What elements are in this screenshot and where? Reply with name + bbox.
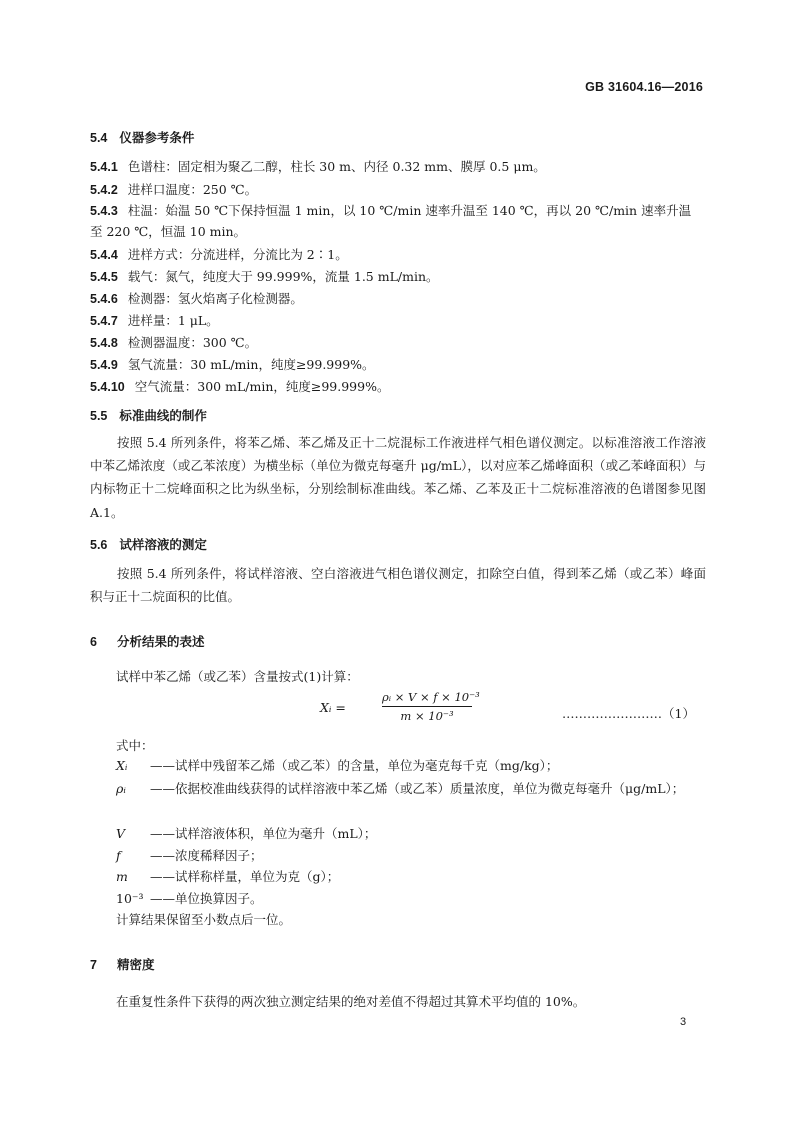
formula-numerator: ρᵢ × V × f × 10⁻³ [382,690,480,704]
rounding-note: 计算结果保留至小数点后一位。 [116,912,292,927]
section-5-5-paragraph: 按照 5.4 所列条件，将苯乙烯、苯乙烯及正十二烷混标工作液进样气相色谱仪测定。以标准溶液工作溶液中苯乙烯浓度（或乙苯浓度）为横坐标（单位为微克每毫升 μg/mL），以对应苯乙烯峰面积（或乙苯峰面积）与内标物正十二烷峰面积之比为纵坐标，分别绘制标准曲线。苯乙烯、乙苯及正十二烷标准溶液的色谱图参见图 A.1。 [90,435,706,520]
section-5-5-heading: 5.5 标准曲线的制作 [90,409,207,423]
item-5-4-3-cont: 至 220 ℃，恒温 10 min。 [90,224,247,239]
item-5-4-2: 5.4.2 进样口温度：250 ℃。 [90,182,258,197]
item-5-4-9: 5.4.9 氢气流量：30 mL/min，纯度≥99.999%。 [90,357,375,372]
item-5-4-6: 5.4.6 检测器：氢火焰离子化检测器。 [90,291,303,306]
formula-intro: 试样中苯乙烯（或乙苯）含量按式(1)计算： [116,669,359,684]
equation-number: ……………………（1） [562,706,695,721]
fraction-bar [382,706,472,707]
item-5-4-4: 5.4.4 进样方式：分流进样，分流比为 2∶1。 [90,247,348,262]
section-7-heading: 7 精密度 [90,958,155,972]
var-symbol: ρᵢ [116,781,126,796]
var-description: ——试样溶液体积，单位为毫升（mL）； [150,826,377,841]
var-symbol: 10⁻³ [116,891,144,906]
section-number: 5.4 [90,131,108,145]
section-title: 仪器参考条件 [119,131,195,145]
formula-fraction [382,690,480,723]
formula-denominator: m × 10⁻³ [400,709,454,723]
standard-number-header: GB 31604.16—2016 [585,80,703,94]
var-description: ——试样中残留苯乙烯（或乙苯）的含量，单位为毫克每千克（mg/kg）； [150,758,559,773]
var-symbol: m [116,869,128,884]
var-description: ——试样称样量，单位为克（g）； [150,869,340,884]
var-symbol: f [116,848,121,863]
item-5-4-1: 5.4.1 色谱柱：固定相为聚乙二醇，柱长 30 m、内径 0.32 mm、膜厚 0.5 μm。 [90,159,546,174]
section-6-heading: 6 分析结果的表述 [90,635,205,649]
where-label: 式中： [116,738,154,753]
section-7-paragraph: 在重复性条件下获得的两次独立测定结果的绝对差值不得超过其算术平均值的 10%。 [116,994,586,1009]
item-5-4-8: 5.4.8 检测器温度：300 ℃。 [90,335,258,350]
var-symbol: Xᵢ [116,758,128,773]
page-number: 3 [680,1016,687,1028]
section-5-6-heading: 5.6 试样溶液的测定 [90,538,207,552]
var-description: ——单位换算因子。 [150,891,263,906]
section-5-4-heading [90,128,194,146]
var-description: ——浓度稀释因子； [150,848,263,863]
item-5-4-7: 5.4.7 进样量：1 μL。 [90,313,219,328]
var-symbol: V [116,826,126,841]
formula-lhs: Xᵢ = [320,700,346,715]
item-5-4-5: 5.4.5 载气：氮气，纯度大于 99.999%，流量 1.5 mL/min。 [90,269,439,284]
var-description: ——依据校准曲线获得的试样溶液中苯乙烯（或乙苯）质量浓度，单位为微克每毫升（μg/mL）； [150,781,685,796]
item-5-4-3: 5.4.3 柱温：始温 50 ℃下保持恒温 1 min，以 10 ℃/min 速率升温至 140 ℃，再以 20 ℃/min 速率升温 [90,203,692,218]
section-5-6-paragraph: 按照 5.4 所列条件，将试样溶液、空白溶液进气相色谱仪测定，扣除空白值，得到苯乙烯（或乙苯）峰面积与正十二烷面积的比值。 [90,566,706,605]
item-5-4-10: 5.4.10 空气流量：300 mL/min，纯度≥99.999%。 [90,379,390,394]
